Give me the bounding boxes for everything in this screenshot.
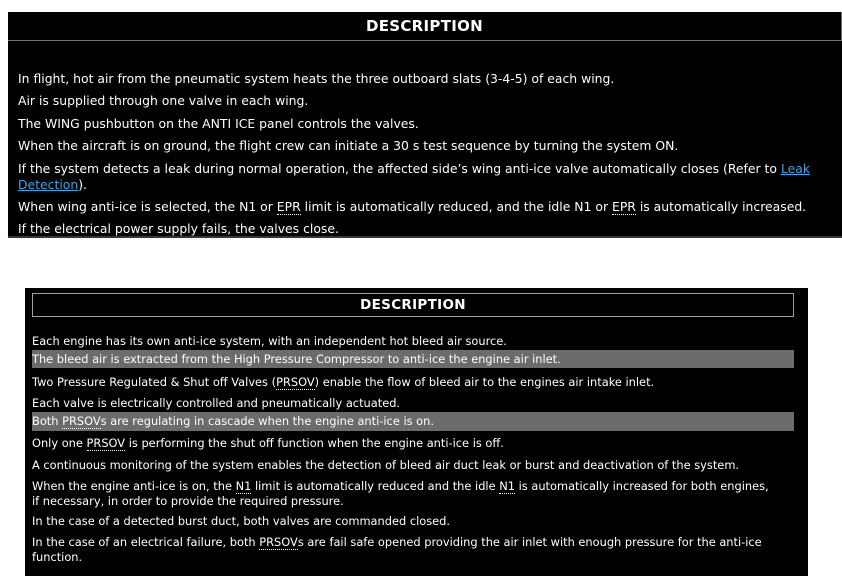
leak-detection-link-cont[interactable]: Detection — [18, 177, 79, 192]
description-line: When the aircraft is on ground, the flight crew can initiate a 30 s test sequence by turning the system ON. — [18, 138, 679, 153]
epr-abbreviation[interactable]: EPR — [611, 199, 636, 214]
panel-title: DESCRIPTION — [32, 293, 794, 317]
description-line-highlighted: Both PRSOVs are regulating in cascade when the engine anti-ice is on. — [32, 412, 794, 431]
description-panel-wing — [8, 12, 842, 238]
description-line: In the case of an electrical failure, both PRSOVs are fail safe opened providing the air inlet with enough pressure for the anti-ice — [32, 535, 762, 549]
description-line-leak-cont: Detection). — [18, 177, 87, 192]
description-line-cont: if necessary, in order to provide the required pressure. — [32, 494, 344, 508]
prsov-abbreviation[interactable]: PRSOV — [276, 375, 315, 389]
description-line: When the engine anti-ice is on, the N1 limit is automatically reduced and the idle N1 is automatically increased for both engines, — [32, 479, 769, 493]
description-line-cont: function. — [32, 550, 83, 564]
n1-abbreviation[interactable]: N1 — [499, 479, 515, 493]
description-line: Two Pressure Regulated & Shut off Valves (PRSOV) enable the flow of bleed air to the engines air intake inlet. — [32, 375, 655, 389]
prsov-abbreviation[interactable]: PRSOV — [62, 414, 101, 428]
description-line: Only one PRSOV is performing the shut off function when the engine anti-ice is off. — [32, 436, 504, 450]
description-line: In the case of a detected burst duct, both valves are commanded closed. — [32, 514, 451, 528]
description-line: Each engine has its own anti-ice system, with an independent hot bleed air source. — [32, 334, 507, 348]
description-line: A continuous monitoring of the system enables the detection of bleed air duct leak or burst and deactivation of the system. — [32, 458, 740, 472]
description-line: In flight, hot air from the pneumatic system heats the three outboard slats (3-4-5) of each wing. — [18, 71, 615, 86]
prsov-abbreviation[interactable]: PRSOV — [259, 535, 298, 549]
description-line-n1: When wing anti-ice is selected, the N1 or EPR limit is automatically reduced, and the idle N1 or EPR is automatically increased. — [18, 199, 807, 214]
description-panel-engine — [25, 288, 808, 576]
description-line: If the electrical power supply fails, the valves close. — [18, 221, 339, 236]
panel-title: DESCRIPTION — [8, 12, 842, 41]
description-line: Air is supplied through one valve in each wing. — [18, 93, 309, 108]
epr-abbreviation[interactable]: EPR — [276, 199, 301, 214]
n1-abbreviation[interactable]: N1 — [235, 479, 252, 493]
description-line-highlighted: The bleed air is extracted from the High Pressure Compressor to anti-ice the engine air inlet. — [32, 350, 794, 368]
leak-detection-link[interactable]: Leak — [780, 161, 811, 176]
description-line: The WING pushbutton on the ANTI ICE panel controls the valves. — [18, 116, 419, 131]
description-line-leak: If the system detects a leak during normal operation, the affected side’s wing anti-ice valve automatically closes (Refer to Leak — [18, 161, 811, 176]
prsov-abbreviation[interactable]: PRSOV — [86, 436, 126, 450]
description-line: Each valve is electrically controlled and pneumatically actuated. — [32, 396, 401, 410]
